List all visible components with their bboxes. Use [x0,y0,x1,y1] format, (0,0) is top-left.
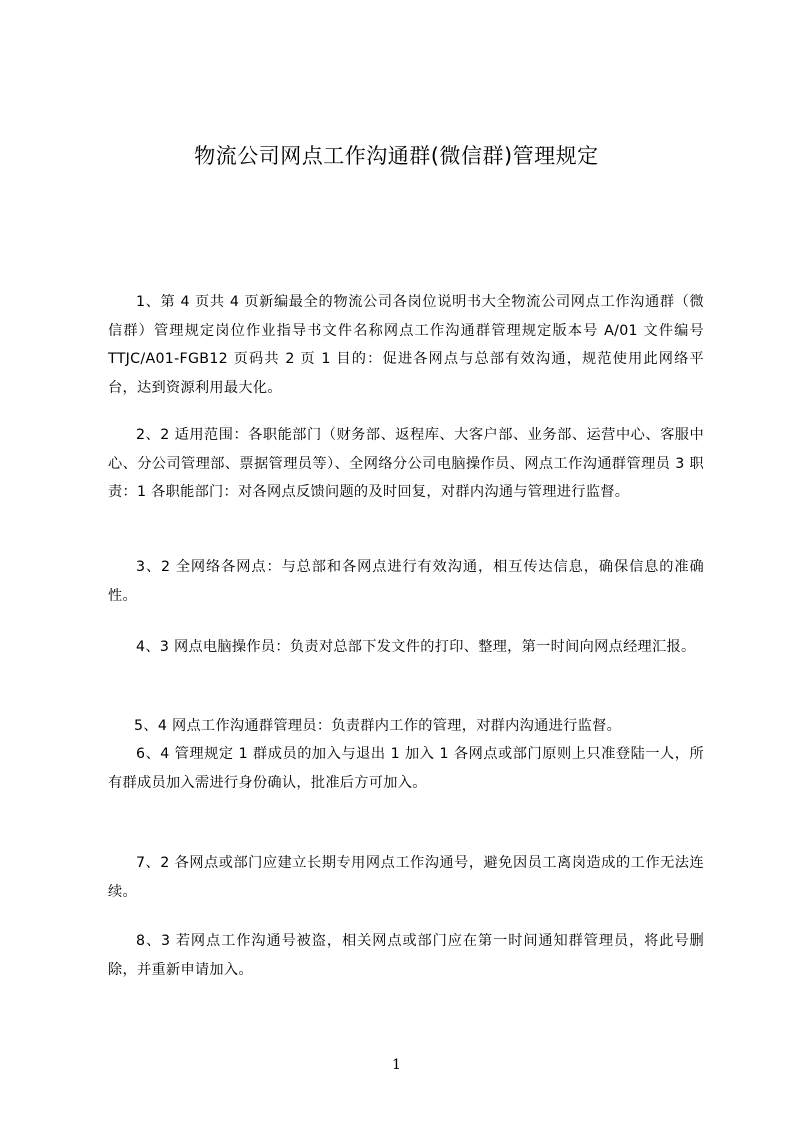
paragraph-6: 6、4 管理规定 1 群成员的加入与退出 1 加入 1 各网点或部门原则上只准登陆一人，所有群成员加入需进行身份确认，批准后方可加入。 [108,746,704,791]
page-title: 物流公司网点工作沟通群(微信群)管理规定 [194,144,599,168]
paragraph-1: 1、第 4 页共 4 页新编最全的物流公司各岗位说明书大全物流公司网点工作沟通群（微信群）管理规定岗位作业指导书文件名称网点工作沟通群管理规定版本号 A/01 文件编号 TTJC/A01-FGB12 页码共 2 页 1 目的：促进各网点与总部有效沟通，规范使用此网络平台，达到资源利用最大化。 [108,294,704,396]
paragraph-8: 8、3 若网点工作沟通号被盗，相关网点或部门应在第一时间通知群管理员，将此号删除，并重新申请加入。 [108,933,704,978]
paragraph-5: 5、4 网点工作沟通群管理员：负责群内工作的管理，对群内沟通进行监督。 [134,718,622,734]
paragraph-7: 7、2 各网点或部门应建立长期专用网点工作沟通号，避免因员工离岗造成的工作无法连续。 [108,855,704,900]
paragraph-3: 3、2 全网络各网点：与总部和各网点进行有效沟通，相互传达信息，确保信息的准确性。 [108,559,704,604]
page-number: 1 [392,1057,401,1073]
paragraph-4: 4、3 网点电脑操作员：负责对总部下发文件的打印、整理，第一时间向网点经理汇报。 [136,639,696,655]
paragraph-2: 2、2 适用范围：各职能部门（财务部、返程库、大客户部、业务部、运营中心、客服中心、分公司管理部、票据管理员等）、全网络分公司电脑操作员、网点工作沟通群管理员 3 职责：1 各职能部门：对各网点反馈问题的及时回复，对群内沟通与管理进行监督。 [108,427,704,500]
